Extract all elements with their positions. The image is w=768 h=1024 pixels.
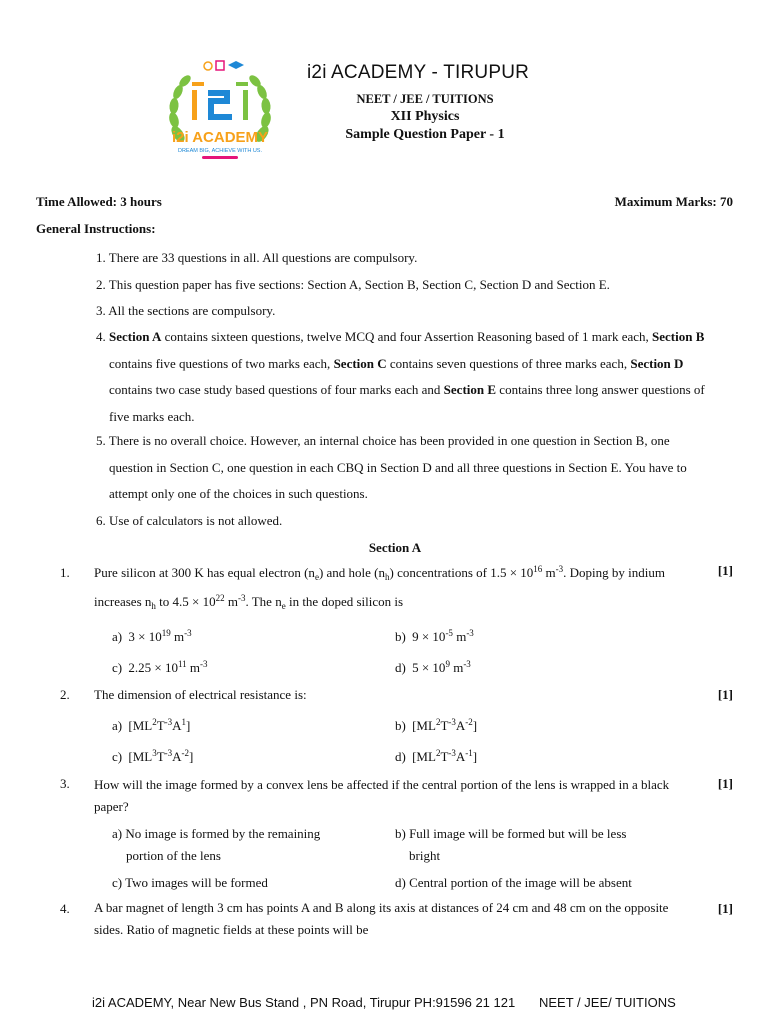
laurel-logo-graphic xyxy=(160,56,280,168)
option-b[interactable]: b) $9 \times 10^{-5}$ $m^{-3}$ xyxy=(395,628,474,644)
question-2-text: The dimension of electrical resistance is: xyxy=(94,687,307,702)
instruction-3: 3. All the sections are compulsory. xyxy=(96,303,276,318)
question-mark: [1] xyxy=(717,776,733,791)
section-a-heading: Section A xyxy=(368,540,422,555)
question-number: 1. xyxy=(60,565,70,580)
footer-address: i2i ACADEMY, Near New Bus Stand , PN Road, Tirupur PH:91596 21 121 xyxy=(92,995,516,1010)
instruction-4: 4. Section A contains sixteen questions, twelve MCQ and four Assertion Reasoning based of 1 mark each, Section B contains five questions of two marks each, Section C contains seven questions of three marks each, Section D contains two case study based questions of four marks each and Section E contains three long answer questions of five marks each. xyxy=(96,329,705,424)
option-b[interactable]: b) Full image will be formed but will be less bright xyxy=(395,826,627,863)
page-title: i2i ACADEMY - TIRUPUR xyxy=(307,62,530,83)
option-d[interactable]: d) $[ML^2T^{-3}A^{-1}]$ xyxy=(395,748,478,764)
question-mark: [1] xyxy=(717,563,733,578)
instruction-6: 6. Use of calculators is not allowed. xyxy=(96,513,283,528)
question-4-text: A bar magnet of length 3 cm has points A and B along its axis at distances of 24 cm and 48 cm on the opposite sides. Ratio of magnetic fields at these points will be xyxy=(94,900,669,937)
instruction-1: 1. There are 33 questions in all. All questions are compulsory. xyxy=(96,250,418,265)
instruction-2: 2. This question paper has five sections: Section A, Section B, Section C, Section D and Section E. xyxy=(96,277,610,292)
option-d[interactable]: d) $5 \times 10^9$ $m^{-3}$ xyxy=(395,659,471,675)
question-mark: [1] xyxy=(717,687,733,702)
footer-courses: NEET / JEE/ TUITIONS xyxy=(539,995,676,1010)
instruction-5: 5. There is no overall choice. However, an internal choice has been provided in one question in Section B, one question in Section C, one question in each CBQ in Section D and all three questions in Section E. You have to attempt only one of the choices in such questions. xyxy=(96,433,687,501)
question-number: 2. xyxy=(60,687,70,702)
subtitle-subject: XII Physics xyxy=(390,109,460,124)
time-allowed: Time Allowed: 3 hours xyxy=(36,194,162,209)
general-instructions-heading: General Instructions: xyxy=(36,221,156,236)
option-c[interactable]: c) $[ML^3T^{-3}A^{-2}]$ xyxy=(112,748,194,764)
option-c[interactable]: c) Two images will be formed xyxy=(112,875,268,890)
subtitle-paper: Sample Question Paper - 1 xyxy=(345,127,505,142)
question-3-text: How will the image formed by a convex lens be affected if the central portion of the lens is wrapped in a black paper? xyxy=(94,777,670,814)
option-d[interactable]: d) Central portion of the image will be absent xyxy=(395,875,632,890)
logo-text: i2i ACADEMY xyxy=(171,129,269,146)
option-a[interactable]: a) $3 \times 10^{19}$ $m^{-3}$ xyxy=(112,628,192,644)
question-number: 4. xyxy=(60,901,70,916)
question-1-text: Pure silicon at 300 K has equal electron $(n_e)$ and hole $(n_h)$ concentrations of $1.5 \times 10^{16}$ $m^{-3}$. Doping by indium increases $n_h$ to $4.5 \times 10^{22}$ $m^{-3}$. The $n_e$ in the doped silicon is xyxy=(94,564,666,611)
maximum-marks: Maximum Marks: 70 xyxy=(614,194,733,209)
option-b[interactable]: b) $[ML^2T^{-3}A^{-2}]$ xyxy=(395,717,478,733)
question-number: 3. xyxy=(60,776,70,791)
logo-tagline: DREAM BIG, ACHIEVE WITH US. xyxy=(177,148,263,154)
academy-logo xyxy=(160,56,280,168)
option-a[interactable]: a) $[ML^2T^{-3}A^1]$ xyxy=(112,717,191,733)
option-c[interactable]: c) $2.25 \times 10^{11}$ $m^{-3}$ xyxy=(112,659,208,675)
question-mark: [1] xyxy=(717,901,733,916)
option-a[interactable]: a) No image is formed by the remaining portion of the lens xyxy=(112,826,321,863)
subtitle-courses: NEET / JEE / TUITIONS xyxy=(356,92,494,106)
